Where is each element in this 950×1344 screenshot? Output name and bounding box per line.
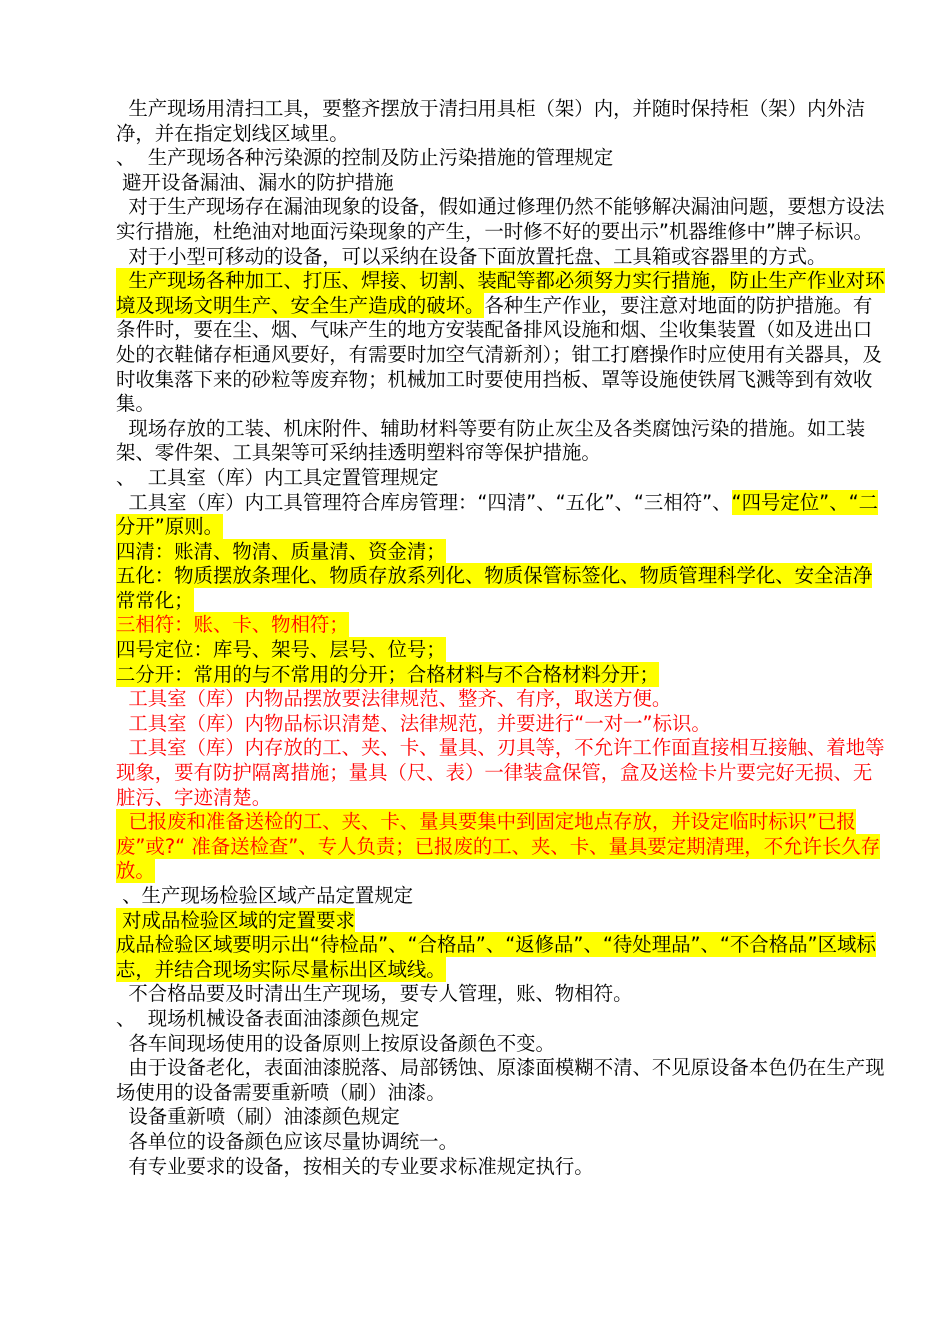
text-run: 、 现场机械设备表面油漆颜色规定	[116, 1006, 420, 1030]
text-run: 、生产现场检验区域产品定置规定	[116, 884, 414, 907]
text-run: 各单位的设备颜色应该尽量协调统一。	[116, 1129, 458, 1153]
text-run: 生产现场用清扫工具，要整齐摆放于清扫用具柜（架）内，并随时保持柜（架）内外洁净，并在指定划线区域里。	[116, 97, 866, 145]
text-run: 三相符：账、卡、物相符；	[116, 613, 349, 637]
text-run: 已报废和准备送检的工、夹、卡、量具要集中到固定地点存放，并设定临时标识”已报废”或?“ 准备送检查”、专人负责；已报废的工、夹、卡、量具要定期清理，不允许长久存放。	[116, 810, 881, 883]
paragraph-25	[116, 1105, 891, 1130]
text-run: 各种生产作业，要注意对地面的防护措施。有条件时，要在尘、烟、气味产生的地方安装配备排风设施和烟、尘收集装置（如及进出口处的衣鞋储存柜通风要好，有需要时加空气清新剂）；钳工打磨操作时应使用有关器具，及时收集落下来的砂粒等废弃物；机械加工时要使用挡板、罩等设施使铁屑飞溅等到有效收集。	[116, 293, 882, 416]
text-run: 工具室（库）内物品标识清楚、法律规范，并要进行“一对一”标识。	[116, 711, 711, 735]
text-run: 不合格品要及时清出生产现场，要专人管理，账、物相符。	[116, 982, 633, 1006]
paragraph-23	[116, 1032, 891, 1057]
text-run: 工具室（库）内物品摆放要法律规范、整齐、有序，取送方便。	[116, 687, 672, 711]
paragraph-9	[116, 540, 891, 565]
paragraph-18	[116, 884, 891, 909]
text-run: “四号定位”、“二分开”原则。	[116, 490, 879, 539]
paragraph-21	[116, 982, 891, 1007]
paragraph-5	[116, 269, 891, 417]
text-run: 对于生产现场存在漏油现象的设备，假如通过修理仍然不能够解决漏油问题，要想方设法实行措施，杜绝油对地面污染现象的产生，一时修不好的要出示”机器维修中”牌子标识。	[116, 195, 885, 243]
text-run: 四号定位：库号、架号、层号、位号；	[116, 638, 446, 662]
paragraph-16	[116, 736, 891, 810]
paragraph-24	[116, 1056, 891, 1105]
paragraph-8	[116, 491, 891, 540]
text-run: 对成品检验区域的定置要求	[116, 908, 355, 932]
text-run: 生产现场各种加工、打压、焊接、切割、装配等都必须努力实行措施，防止生产作业对环境及现场文明生产、安全生产造成的破坏。	[116, 269, 885, 317]
paragraph-15	[116, 712, 891, 737]
paragraph-11	[116, 613, 891, 638]
text-run: 五化：物质摆放条理化、物质存放系列化、物质保管标签化、物质管理科学化、安全洁净常常化；	[116, 564, 873, 612]
text-run: 二分开：常用的与不常用的分开；合格材料与不合格材料分开；	[116, 662, 659, 686]
document-body	[116, 97, 891, 1179]
paragraph-6	[116, 417, 891, 466]
paragraph-19	[116, 909, 891, 934]
text-run: 避开设备漏油、漏水的防护措施	[116, 170, 394, 194]
text-run: 、 生产现场各种污染源的控制及防止污染措施的管理规定	[116, 146, 614, 170]
text-run: 、 工具室（库）内工具定置管理规定	[116, 465, 439, 489]
paragraph-17	[116, 810, 891, 884]
paragraph-10	[116, 564, 891, 613]
text-run: 工具室（库）内工具管理符合库房管理：“四清”、“五化”、“三相符”、	[116, 490, 732, 514]
paragraph-22	[116, 1007, 891, 1032]
text-run: 设备重新喷（刷）油漆颜色规定	[116, 1105, 400, 1129]
paragraph-20	[116, 933, 891, 982]
paragraph-27	[116, 1155, 891, 1180]
text-run: 现场存放的工装、机床附件、辅助材料等要有防止灰尘及各类腐蚀污染的措施。如工装架、零件架、工具架等可采纳挂透明塑料帘等保护措施。	[116, 416, 866, 465]
text-run: 四清：账清、物清、质量清、资金清；	[116, 539, 446, 563]
text-run: 工具室（库）内存放的工、夹、卡、量具、刃具等，不允许工作面直接相互接触、着地等现象，要有防护隔离措施；量具（尺、表）一律装盒保管，盒及送检卡片要完好无损、无脏污、字迹清楚。	[116, 736, 885, 809]
paragraph-7	[116, 466, 891, 491]
text-run: 由于设备老化，表面油漆脱落、局部锈蚀、原漆面模糊不清、不见原设备本色仍在生产现场使用的设备需要重新喷（刷）油漆。	[116, 1056, 885, 1104]
paragraph-2	[116, 171, 891, 196]
paragraph-14	[116, 687, 891, 712]
text-run: 有专业要求的设备，按相关的专业要求标准规定执行。	[116, 1154, 594, 1178]
paragraph-0	[116, 97, 891, 146]
paragraph-3	[116, 195, 891, 244]
text-run: 成品检验区域要明示出“待检品”、“合格品”、“返修品”、“待处理品”、“不合格品”区域标志，并结合现场实际尽量标出区域线。	[116, 933, 876, 981]
paragraph-4	[116, 245, 891, 270]
paragraph-1	[116, 146, 891, 171]
paragraph-13	[116, 663, 891, 688]
paragraph-12	[116, 638, 891, 663]
text-run: 对于小型可移动的设备，可以采纳在设备下面放置托盘、工具箱或容器里的方式。	[116, 244, 827, 268]
paragraph-26	[116, 1130, 891, 1155]
text-run: 各车间现场使用的设备原则上按原设备颜色不变。	[116, 1031, 555, 1055]
